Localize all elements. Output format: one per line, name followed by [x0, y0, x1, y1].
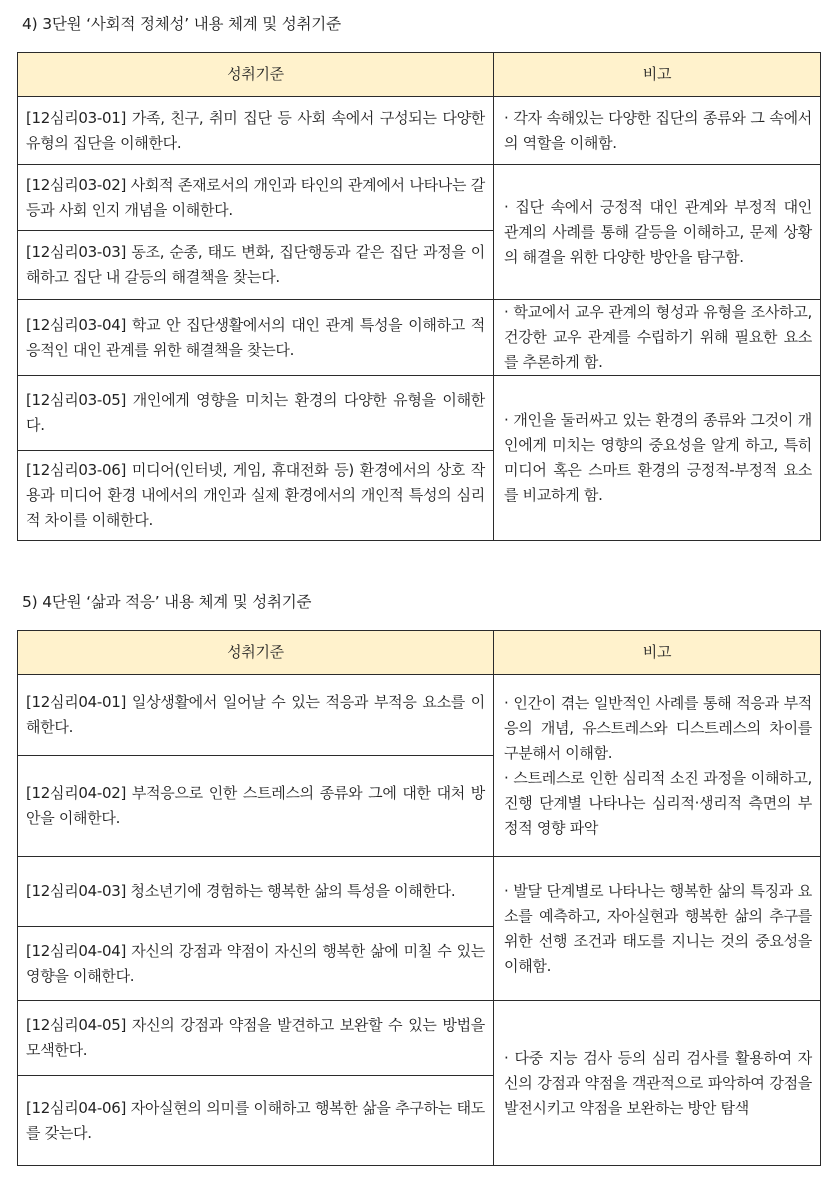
standard-cell: [12심리03-03] 동조, 순종, 태도 변화, 집단행동과 같은 집단 과정을 이해하고 집단 내 갈등의 해결책을 찾는다. [18, 231, 494, 300]
note-cell: · 발달 단계별로 나타나는 행복한 삶의 특징과 요소를 예측하고, 자아실현과 행복한 삶의 추구를 위한 선행 조건과 태도를 지니는 것의 중요성을 이해함. [494, 857, 821, 1001]
standard-cell: [12심리03-01] 가족, 친구, 취미 집단 등 사회 속에서 구성되는 다양한 유형의 집단을 이해한다. [18, 97, 494, 165]
standard-cell: [12심리03-04] 학교 안 집단생활에서의 대인 관계 특성을 이해하고 적응적인 대인 관계를 위한 해결책을 찾는다. [18, 300, 494, 376]
section-title-unit3: 4) 3단원 ‘사회적 정체성’ 내용 체계 및 성취기준 [22, 15, 341, 33]
standards-table-unit4 [17, 630, 821, 1166]
header-note: 비고 [494, 53, 821, 97]
standard-cell: [12심리03-02] 사회적 존재로서의 개인과 타인의 관계에서 나타나는 갈등과 사회 인지 개념을 이해한다. [18, 165, 494, 231]
standard-cell: [12심리03-05] 개인에게 영향을 미치는 환경의 다양한 유형을 이해한다. [18, 376, 494, 451]
standard-cell: [12심리04-05] 자신의 강점과 약점을 발견하고 보완할 수 있는 방법을 모색한다. [18, 1001, 494, 1076]
note-cell: · 개인을 둘러싸고 있는 환경의 종류와 그것이 개인에게 미치는 영향의 중요성을 알게 하고, 특히 미디어 혹은 스마트 환경의 긍정적-부정적 요소를 비교하게 함. [494, 376, 821, 541]
section-title-unit4: 5) 4단원 ‘삶과 적응’ 내용 체계 및 성취기준 [22, 593, 312, 611]
standard-cell: [12심리04-03] 청소년기에 경험하는 행복한 삶의 특성을 이해한다. [18, 857, 494, 927]
note-cell: · 각자 속해있는 다양한 집단의 종류와 그 속에서의 역할을 이해함. [494, 97, 821, 165]
note-cell [494, 675, 821, 857]
note-line: · 스트레스로 인한 심리적 소진 과정을 이해하고, 진행 단계별 나타나는 심리적·생리적 측면의 부정적 영향 파악 [504, 768, 812, 837]
standard-cell: [12심리04-01] 일상생활에서 일어날 수 있는 적응과 부적응 요소를 이해한다. [18, 675, 494, 756]
note-cell: · 학교에서 교우 관계의 형성과 유형을 조사하고, 건강한 교우 관계를 수립하기 위해 필요한 요소를 추론하게 함. [494, 300, 821, 376]
standard-cell: [12심리04-02] 부적응으로 인한 스트레스의 종류와 그에 대한 대처 방안을 이해한다. [18, 756, 494, 857]
standard-cell: [12심리03-06] 미디어(인터넷, 게임, 휴대전화 등) 환경에서의 상호 작용과 미디어 환경 내에서의 개인과 실제 환경에서의 개인적 특성의 심리적 차이를 이해한다. [18, 451, 494, 541]
note-cell: · 다중 지능 검사 등의 심리 검사를 활용하여 자신의 강점과 약점을 객관적으로 파악하여 강점을 발전시키고 약점을 보완하는 방안 탐색 [494, 1001, 821, 1166]
note-line: · 인간이 겪는 일반적인 사례를 통해 적응과 부적응의 개념, 유스트레스와 디스트레스의 차이를 구분해서 이해함. [504, 693, 812, 762]
standard-cell: [12심리04-06] 자아실현의 의미를 이해하고 행복한 삶을 추구하는 태도를 갖는다. [18, 1076, 494, 1166]
header-standard: 성취기준 [18, 631, 494, 675]
note-cell: · 집단 속에서 긍정적 대인 관계와 부정적 대인 관계의 사례를 통해 갈등을 이해하고, 문제 상황의 해결을 위한 다양한 방안을 탐구함. [494, 165, 821, 300]
header-standard: 성취기준 [18, 53, 494, 97]
standard-cell: [12심리04-04] 자신의 강점과 약점이 자신의 행복한 삶에 미칠 수 있는 영향을 이해한다. [18, 927, 494, 1001]
header-note: 비고 [494, 631, 821, 675]
standards-table-unit3 [17, 52, 821, 541]
